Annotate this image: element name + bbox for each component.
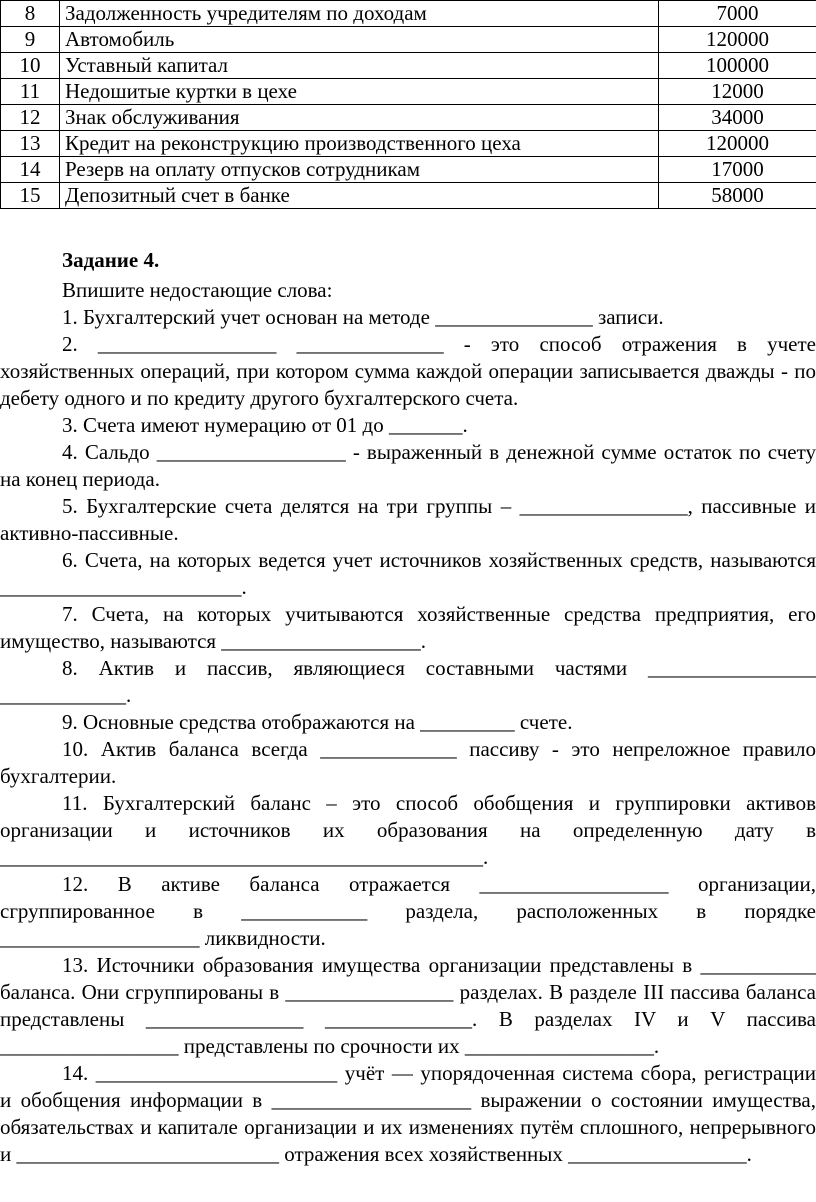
table-row <box>1 105 816 131</box>
table-row <box>1 1 816 27</box>
row-value: 12000 <box>659 79 816 105</box>
row-number: 10 <box>1 53 60 79</box>
row-number: 14 <box>1 157 60 183</box>
row-name: Автомобиль <box>60 27 659 53</box>
row-value: 7000 <box>659 1 816 27</box>
row-name: Задолженность учредителям по доходам <box>60 1 659 27</box>
table-row <box>1 157 816 183</box>
task-title: Задание 4. <box>62 248 160 272</box>
table-row <box>1 131 816 157</box>
task-item-10: 10. Актив баланса всегда _____________ пассиву - это непреложное правило бухгалтерии. <box>0 737 816 788</box>
row-value: 120000 <box>659 27 816 53</box>
task-item-6: 6. Счета, на которых ведется учет источников хозяйственных средств, называются _______________________. <box>0 548 816 599</box>
table-body <box>1 1 816 209</box>
row-number: 11 <box>1 79 60 105</box>
row-number: 13 <box>1 131 60 157</box>
table-row <box>1 79 816 105</box>
task-item-2: 2. _________________ ______________ - это способ отражения в учете хозяйственных операций, при котором сумма каждой операции записывается дважды - по дебету одного и по кредиту другого бухгалтерского счета. <box>0 332 816 410</box>
table-row <box>1 53 816 79</box>
task-item-12: 12. В активе баланса отражается __________________ организации, сгруппированное в ____________ раздела, расположенных в порядке ___________________ ликвидности. <box>0 872 816 950</box>
row-value: 120000 <box>659 131 816 157</box>
task-section <box>0 247 816 1168</box>
row-name: Уставный капитал <box>60 53 659 79</box>
row-name: Недошитые куртки в цехе <box>60 79 659 105</box>
task-item-7: 7. Счета, на которых учитываются хозяйственные средства предприятия, его имущество, называются ___________________. <box>0 602 816 653</box>
row-name: Депозитный счет в банке <box>60 183 659 209</box>
task-item-13: 13. Источники образования имущества организации представлены в ___________ баланса. Они сгруппированы в ________________ разделах. В разделе III пассива баланса представлены _______________ ______________. В разделах IV и V пассива _________________ представлены по срочности их __________________. <box>0 953 816 1058</box>
task-item-14: 14. _______________________ учёт — упорядоченная система сбора, регистрации и обобщения информации в ___________________ выражении о состоянии имущества, обязательствах и капитале организации и их изменениях путём сплошного, непрерывного и _________________________ отражения всех хозяйственных _________________. <box>0 1061 816 1166</box>
task-item-3: 3. Счета имеют нумерацию от 01 до _______. <box>62 413 468 437</box>
row-value: 34000 <box>659 105 816 131</box>
task-instruction: Впишите недостающие слова: <box>62 278 333 302</box>
row-value: 100000 <box>659 53 816 79</box>
task-item-11: 11. Бухгалтерский баланс – это способ обобщения и группировки активов организации и источников их образования на определенную дату в ______________________________________________. <box>0 791 816 869</box>
row-name: Резерв на оплату отпусков сотрудникам <box>60 157 659 183</box>
row-name: Кредит на реконструкцию производственного цеха <box>60 131 659 157</box>
row-number: 15 <box>1 183 60 209</box>
row-number: 8 <box>1 1 60 27</box>
task-item-8: 8. Актив и пассив, являющиеся составными частями ________________ ____________. <box>0 656 816 707</box>
row-name: Знак обслуживания <box>60 105 659 131</box>
task-item-4: 4. Сальдо __________________ - выраженный в денежной сумме остаток по счету на конец периода. <box>0 440 816 491</box>
table-row <box>1 27 816 53</box>
row-value: 58000 <box>659 183 816 209</box>
task-item-1: 1. Бухгалтерский учет основан на методе _______________ записи. <box>62 305 664 329</box>
task-item-9: 9. Основные средства отображаются на _________ счете. <box>62 710 573 734</box>
row-number: 12 <box>1 105 60 131</box>
table-row <box>1 183 816 209</box>
assets-table <box>0 0 816 209</box>
row-value: 17000 <box>659 157 816 183</box>
task-item-5: 5. Бухгалтерские счета делятся на три группы – ________________, пассивные и активно-пассивные. <box>0 494 816 545</box>
row-number: 9 <box>1 27 60 53</box>
